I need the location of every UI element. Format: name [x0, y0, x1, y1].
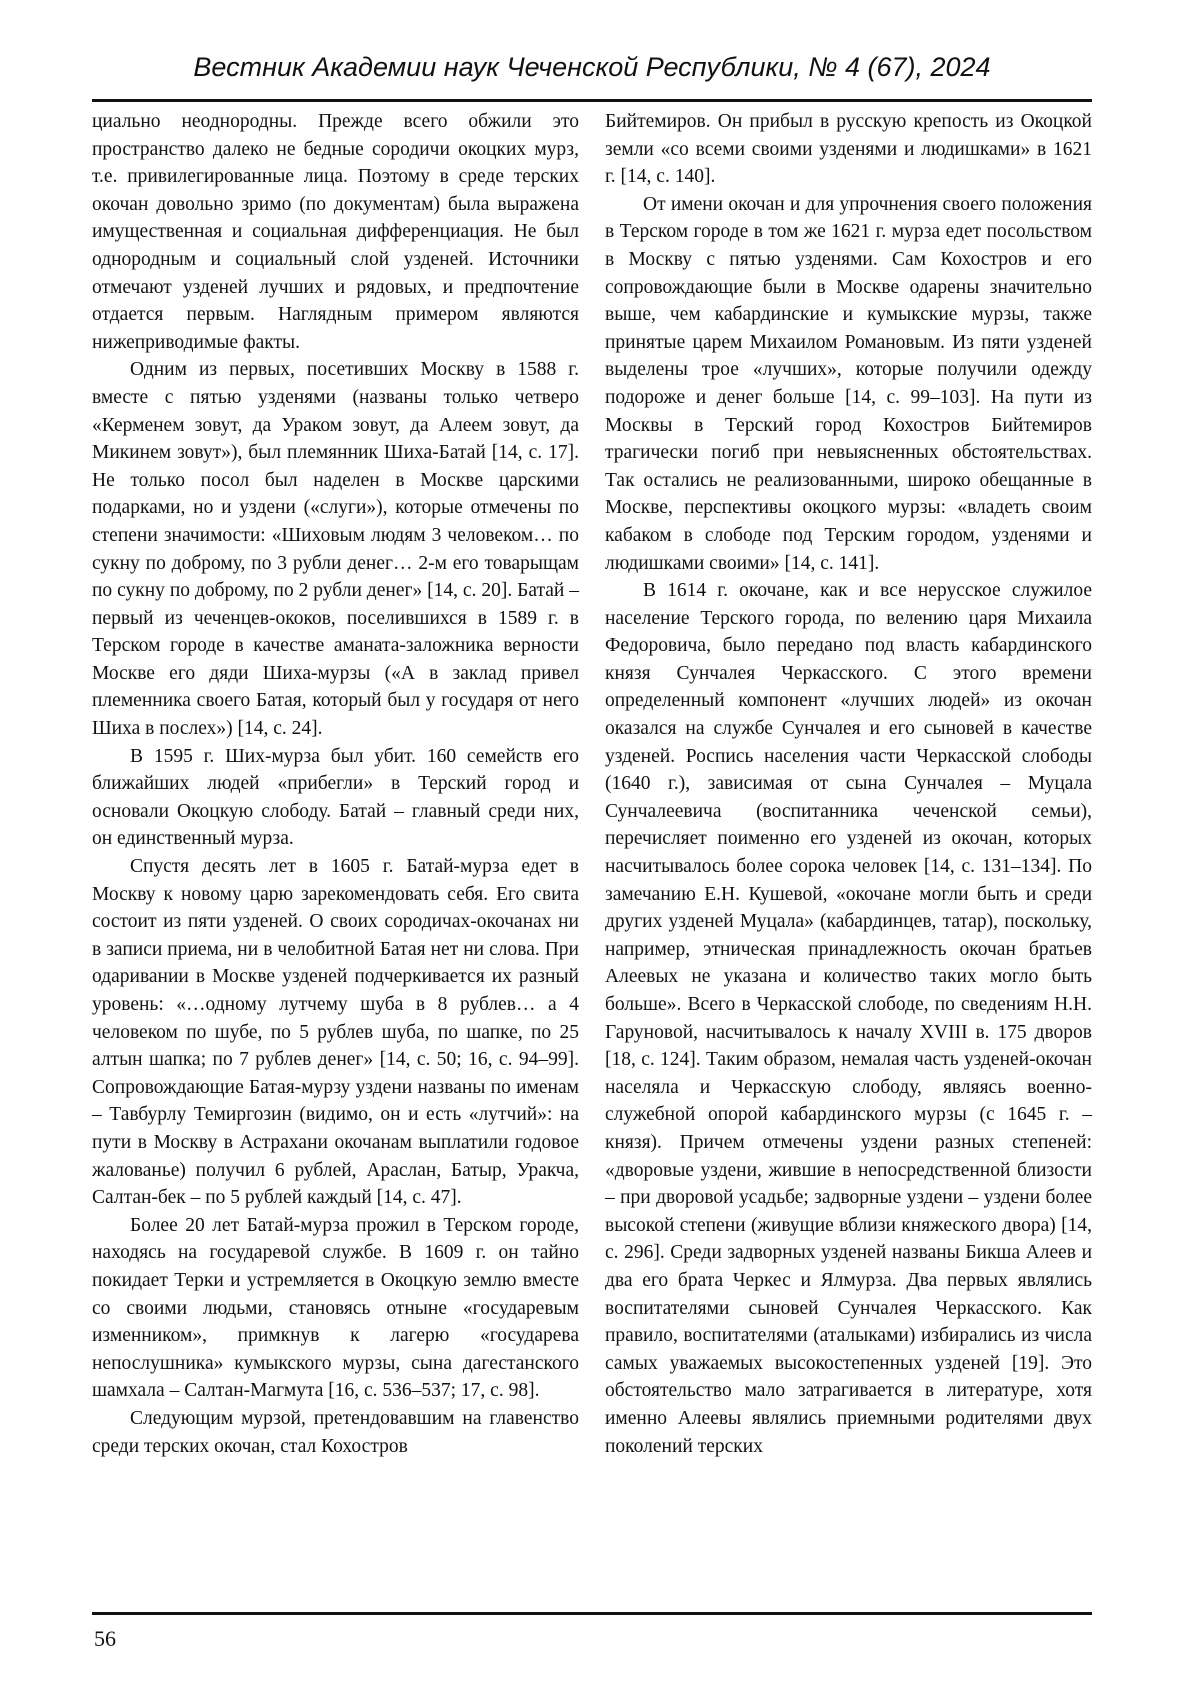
paragraph: Спустя десять лет в 1605 г. Батай-мурза едет в Москву к новому царю зарекомендовать себя. Его свита состоит из пяти узденей. О своих сородичах-окочанах ни в записи приема, ни в челобитной Батая нет ни слова. При одаривании в Москве узденей подчеркивается их разный уровень: «…одному лутчему шуба в 8 рублев… а 4 человеком по шубе, по 5 рублев шуба, по шапке, по 25 алтын шапка; по 7 рублев денег» [14, с. 50; 16, с. 94–99]. Сопровождающие Батая-мурзу уздени названы по именам – Тавбурлу Темиргозин (видимо, он и есть «лутчий»: на пути в Москву в Астрахани окочанам выплатили годовое жалованье) получил 6 рублей, Араслан, Батыр, Уракча, Салтан-бек – по 5 рублей каждый [14, с. 47].	[92, 856, 579, 1209]
paragraph: В 1614 г. окочане, как и все нерусское служилое население Терского города, по велению царя Михаила Федоровича, было передано под власть кабардинского князя Сунчалея Черкасского. С этого времени определенный компонент «лучших людей» из окочан оказался на службе Сунчалея и его сыновей в качестве узденей. Роспись населения части Черкасской слободы (1640 г.), зависимая от сына Сунчалея – Муцала Сунчалеевича (воспитанника чеченской семьи), перечисляет поименно его узденей из окочан, которых насчитывалось более сорока человек [14, с. 131–134]. По замечанию Е.Н. Кушевой, «окочане могли быть и среди других узденей Муцала» (кабардинцев, татар), поскольку, например, этническая принадлежность окочан братьев Алеевых не указана и количество таких могло быть больше». Всего в Черкасской слободе, по сведениям Н.Н. Гаруновой, насчитывалось к началу XVIII в. 175 дворов [18, с. 124]. Таким образом, немалая часть узденей-окочан населяла и Черкасскую слободу, являясь военно-служебной опорой кабардинского мурзы (с 1645 г. – князя). Причем отмечены уздени разных степеней: «дворовые уздени, жившие в непосредственной близости – при дворовой усадьбе; задворные уздени – уздени более высокой степени (живущие вблизи княжеского двора) [14, с. 296]. Среди задворных узденей названы Бикша Алеев и два его брата Черкес и Ялмурза. Два первых являлись воспитателями сыновей Сунчалея Черкасского. Как правило, воспитателями (аталыками) избирались из числа самых уважаемых высокостепенных узденей [19]. Это обстоятельство мало затрагивается в литературе, хотя именно Алеевы являлись приемными родителями двух поколений терских	[605, 580, 1092, 1457]
paragraph: Бийтемиров. Он прибыл в русскую крепость из Окоцкой земли «со всеми своими узденями и людишками» в 1621 г. [14, с. 140].	[605, 111, 1092, 188]
page-number: 56	[94, 1626, 116, 1651]
paragraph: Следующим мурзой, претендовавшим на главенство среди терских окочан, стал Кохостров	[92, 1407, 579, 1457]
right-text-column	[605, 108, 1092, 1460]
left-text-column	[92, 108, 579, 1460]
paragraph: От имени окочан и для упрочнения своего положения в Терском городе в том же 1621 г. мурза едет посольством в Москву с пятью узденями. Сам Кохостров и его сопровождающие были в Москве одарены значительно выше, чем кабардинские и кумыкские мурзы, также принятые царем Михаилом Романовым. Из пяти узденей выделены трое «лучших», которые получили одежду подороже и денег больше [14, с. 99–103]. На пути из Москвы в Терский город Кохостров Бийтемиров трагически погиб при невыясненных обстоятельствах. Так остались не реализованными, широко обещанные в Москве, перспективы окоцкого мурзы: «владеть своим кабаком в слободе под Терским городом, узденями и людишками своими» [14, с. 141].	[605, 193, 1092, 574]
paragraph: Одним из первых, посетивших Москву в 1588 г. вместе с пятью узденями (названы только четверо «Керменем зовут, да Ураком зовут, да Алеем зовут, да Микинем зовут»), был племянник Шиха-Батай [14, с. 17]. Не только посол был наделен в Москве царскими подарками, но и уздени («слуги»), которые отмечены по степени значимости: «Шиховым людям 3 человеком… по сукну по доброму, по 3 рубли денег… 2-м его товарыщам по сукну по доброму, по 2 рубли денег» [14, с. 20]. Батай – первый из чеченцев-ококов, поселившихся в 1589 г. в Терском городе в качестве аманата-заложника верности Москве его дяди Шиха-мурзы («А в заклад привел племенника своего Батая, который был у государя от него Шиха в послех») [14, с. 24].	[92, 359, 579, 740]
paragraph: Более 20 лет Батай-мурза прожил в Терском городе, находясь на государевой службе. В 1609 г. он тайно покидает Терки и устремляется в Окоцкую землю вместе со своими людьми, становясь отныне «государевым изменником», примкнув к лагерю «государева непослушника» кумыкского мурзы, сына дагестанского шамхала – Салтан-Магмута [16, с. 536–537; 17, с. 98].	[92, 1214, 579, 1402]
footer-rule	[92, 1612, 1092, 1615]
journal-running-header: Вестник Академии наук Чеченской Республики, № 4 (67), 2024	[193, 52, 991, 82]
paragraph: циально неоднородны. Прежде всего обжили это пространство далеко не бедные сородичи окоцких мурз, т.е. привилегированные лица. Поэтому в среде терских окочан довольно зримо (по документам) была выражена имущественная и социальная дифференциация. Не был однородным и социальный слой узденей. Источники отмечают узденей лучших и рядовых, и предпочтение отдается первым. Наглядным примером являются нижеприводимые факты.	[92, 111, 579, 353]
header-rule	[92, 99, 1092, 102]
paragraph: В 1595 г. Ших-мурза был убит. 160 семейств его ближайших людей «прибегли» в Терский город и основали Окоцкую слободу. Батай – главный среди них, он единственный мурза.	[92, 745, 579, 850]
